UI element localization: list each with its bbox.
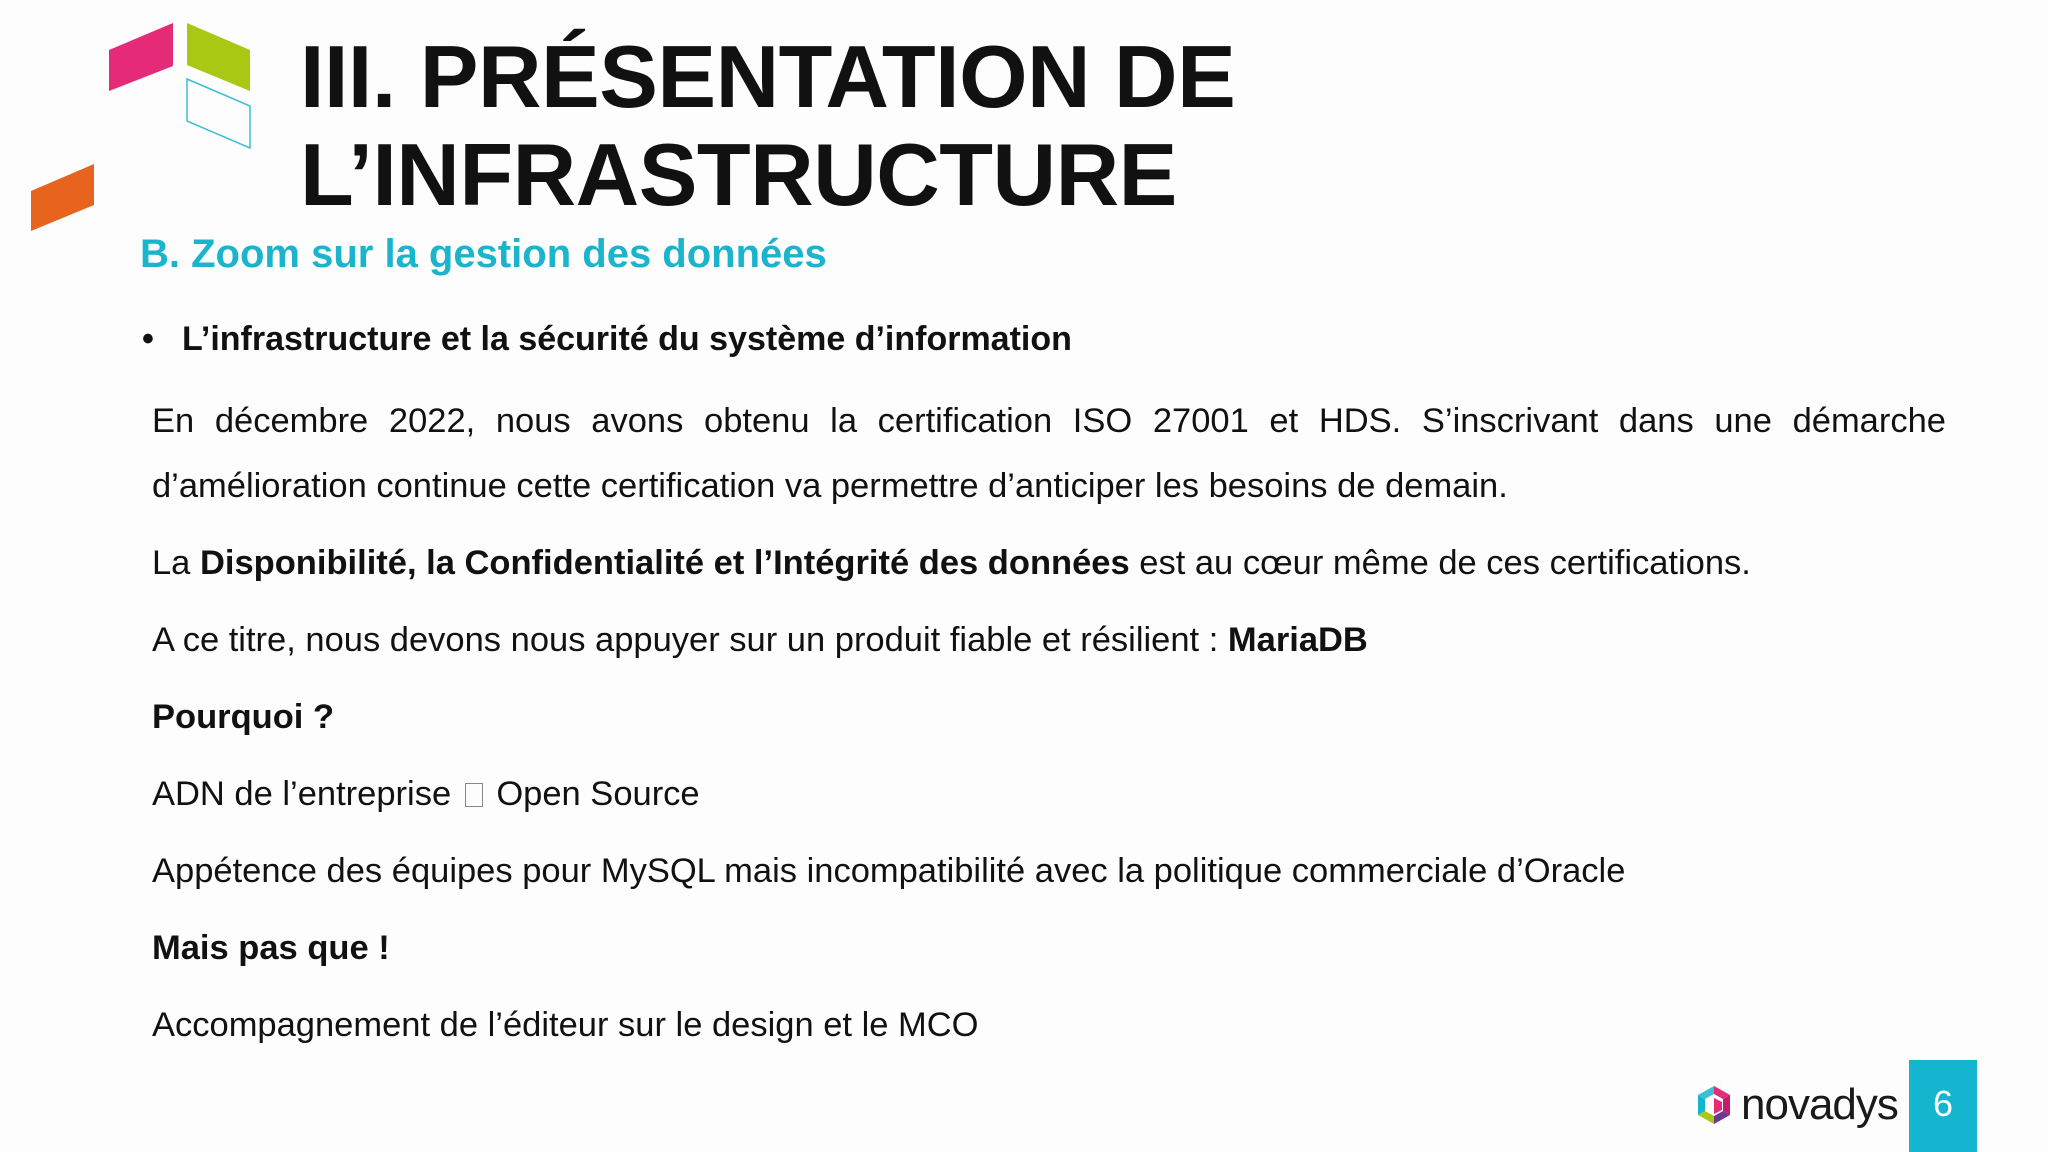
text: ADN de l’entreprise [152,775,452,813]
novadys-logo [1695,1080,1898,1130]
cyan-outline-shape [187,79,250,148]
orange-shape [31,164,94,231]
green-shape [187,23,250,91]
paragraph-dci [152,544,1751,583]
title-line-2: L’INFRASTRUCTURE [300,125,1177,224]
bold-text: Disponibilité, la Confidentialité et l’Intégrité des données [199,544,1130,582]
missing-glyph-icon [465,783,483,807]
page-number: 6 [1909,1060,1977,1152]
bullet-text: L’infrastructure et la sécurité du système d’information [182,320,1072,358]
bullet-icon: • [142,320,154,358]
page-title [300,28,1235,224]
paragraph-adn [152,775,700,814]
corner-logo-shapes [0,0,300,260]
more-heading: Mais pas que ! [152,929,390,967]
text: A ce titre, nous devons nous appuyer sur un produit fiable et résilient : [152,621,1228,659]
paragraph-mariadb [152,621,1368,660]
paragraph-mysql: Appétence des équipes pour MySQL mais incompatibilité avec la politique commerciale d’Oracle [152,852,1626,890]
bullet-heading [142,320,1072,359]
paragraph-certification: En décembre 2022, nous avons obtenu la certification ISO 27001 et HDS. S’inscrivant dans une démarche [152,402,1946,440]
paragraph-editor: Accompagnement de l’éditeur sur le design et le MCO [152,1006,979,1044]
text: Open Source [496,775,700,813]
text: La [152,544,200,582]
brand-name: novadys [1741,1080,1898,1129]
title-line-1: III. PRÉSENTATION DE [300,27,1236,126]
section-subtitle: B. Zoom sur la gestion des données [140,232,827,276]
novadys-hexagon-icon [1695,1084,1733,1126]
paragraph-certification-cont: d’amélioration continue cette certification va permettre d’anticiper les besoins de demain. [152,467,1508,505]
text: est au cœur même de ces certifications. [1129,544,1751,582]
why-heading: Pourquoi ? [152,698,335,736]
pink-shape [109,23,173,91]
mariadb-bold: MariaDB [1227,621,1368,659]
